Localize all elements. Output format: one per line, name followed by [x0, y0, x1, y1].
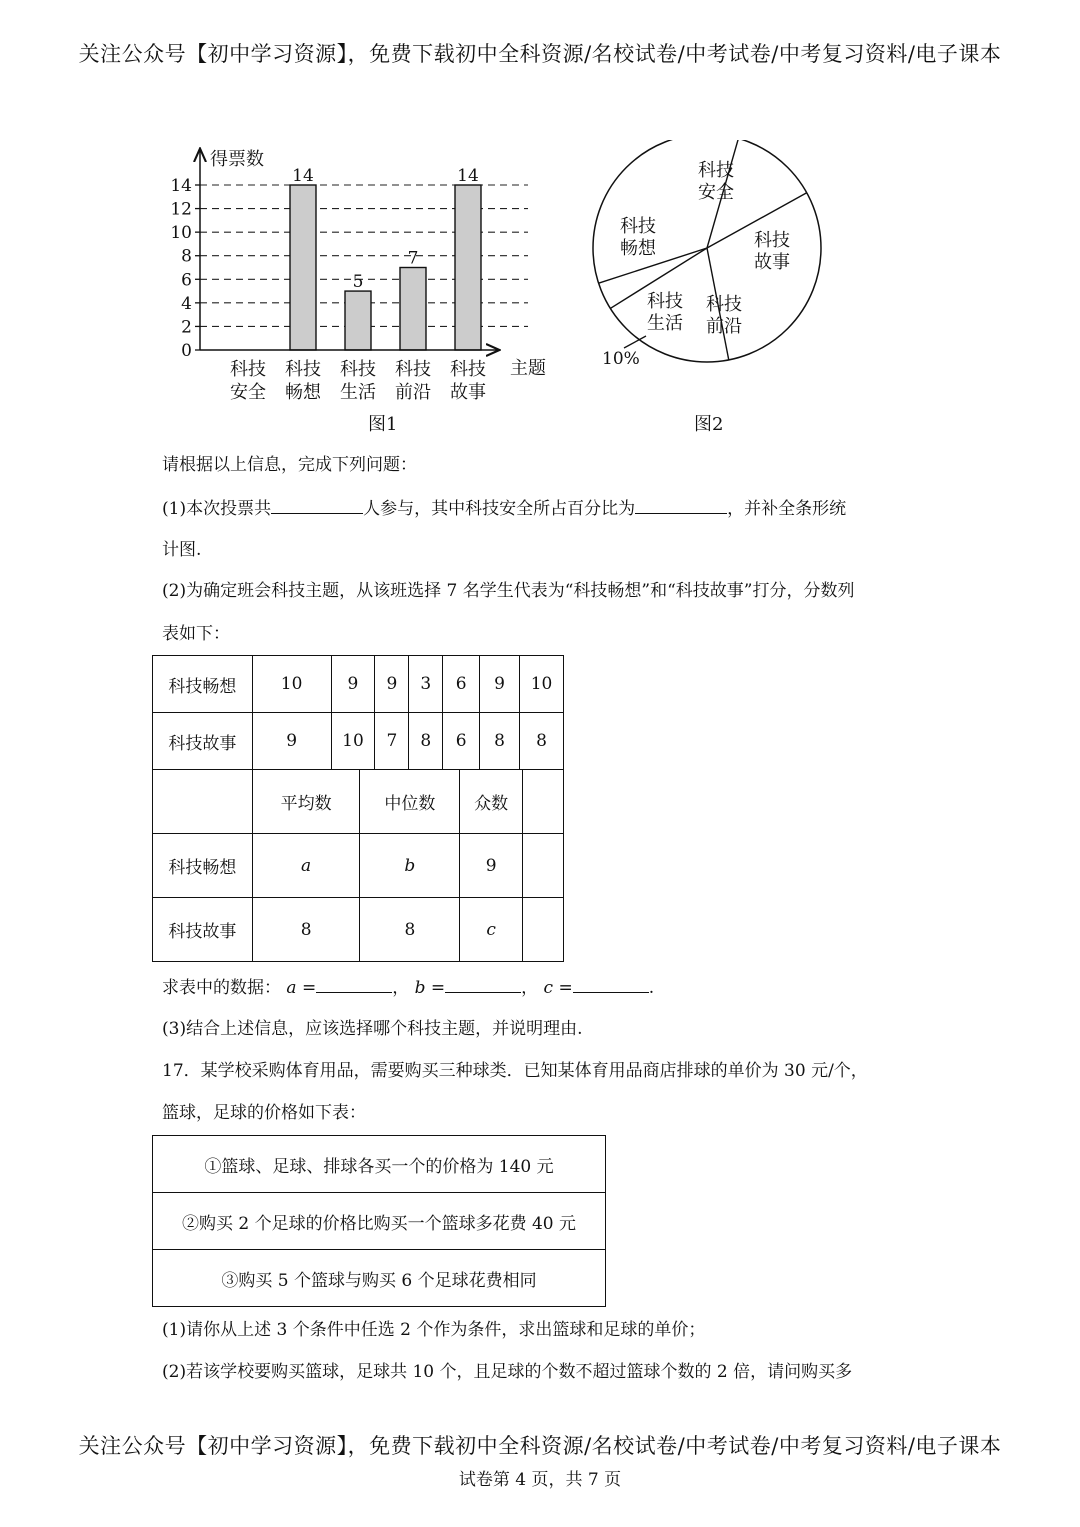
condition-1: ①篮球、足球、排球各买一个的价格为 140 元: [153, 1136, 606, 1193]
x-tick-label: 科技: [450, 359, 486, 380]
stats-row-name: 科技畅想: [153, 834, 253, 898]
y-axis-label: 得票数: [210, 149, 264, 170]
question-1-text-c: ，并补全条形统: [727, 499, 847, 519]
stats-cell: 9: [460, 834, 523, 898]
score-cell: 3: [409, 656, 443, 713]
stats-cell: a: [252, 834, 360, 898]
pie-slice-label: 畅想: [620, 238, 656, 259]
score-cell: 6: [443, 713, 480, 770]
question-1-text-b: 人参与，其中科技安全所占百分比为: [363, 499, 636, 519]
pie-slice-label: 前沿: [706, 316, 742, 337]
score-cell: 8: [409, 713, 443, 770]
x-tick-label: 科技: [340, 359, 376, 380]
score-cell: 9: [252, 713, 331, 770]
y-tick-label: 12: [170, 199, 192, 220]
table-row: [153, 656, 564, 713]
score-cell: 8: [480, 713, 520, 770]
table-row: [153, 1250, 606, 1307]
bar-data-label: 14: [457, 166, 479, 186]
x-tick-label: 科技: [230, 359, 266, 380]
score-cell: 9: [375, 656, 409, 713]
question-3: (3)结合上述信息，应该选择哪个科技主题，并说明理由.: [162, 1019, 583, 1039]
bar: [455, 185, 481, 350]
score-row-name: 科技故事: [153, 713, 253, 770]
pie-slice-label: 科技: [620, 216, 656, 237]
y-tick-label: 14: [170, 176, 192, 196]
score-row-name: 科技畅想: [153, 656, 253, 713]
separator: ，: [392, 978, 410, 998]
pie-slice-label: 科技: [647, 291, 683, 312]
x-axis-label: 主题: [510, 358, 546, 379]
stats-table: [152, 769, 564, 962]
x-tick-label: 故事: [450, 382, 486, 403]
score-cell: 7: [375, 713, 409, 770]
table-row: [153, 713, 564, 770]
problem-17-question-1: (1)请你从上述 3 个条件中任选 2 个作为条件，求出篮球和足球的单价；: [162, 1320, 706, 1340]
separator: ，: [521, 978, 539, 998]
stats-header-cell: [523, 770, 564, 834]
problem-17-line-2: 篮球，足球的价格如下表：: [162, 1103, 366, 1123]
var-c: c =: [543, 978, 573, 998]
ask-values-prefix: 求表中的数据：: [162, 978, 281, 998]
question-2-line-1: (2)为确定班会科技主题，从该班选择 7 名学生代表为“科技畅想”和“科技故事”打分，分数列: [162, 581, 855, 601]
question-1-text-a: (1)本次投票共: [162, 499, 272, 519]
pie-slice-label: 科技: [698, 160, 734, 181]
figure-2-caption: 图2: [694, 414, 724, 435]
conditions-table: [152, 1135, 606, 1307]
footer-banner: 关注公众号【初中学习资源】，免费下载初中全科资源/名校试卷/中考试卷/中考复习资料/电子课本: [78, 1434, 1002, 1458]
table-row: [153, 834, 564, 898]
end-mark: .: [648, 978, 655, 998]
stats-cell: [523, 834, 564, 898]
answer-blank-percent: [635, 497, 727, 514]
answer-blank-total: [271, 497, 363, 514]
score-table: [152, 655, 564, 770]
score-cell: 10: [520, 656, 564, 713]
answer-blank-b: [445, 976, 521, 993]
intro-text: 请根据以上信息，完成下列问题：: [162, 455, 417, 475]
question-1-line-1: [162, 497, 846, 519]
y-tick-label: 10: [170, 223, 192, 244]
pie-slice-label: 科技: [754, 230, 790, 251]
y-tick-label: 4: [181, 293, 192, 314]
figure-1-caption: 图1: [368, 414, 398, 435]
stats-header-cell: 中位数: [360, 770, 460, 834]
stats-cell: c: [460, 898, 523, 962]
pie-slice-label: 生活: [647, 313, 683, 334]
pie-slice-label: 科技: [706, 294, 742, 315]
table-row: [153, 898, 564, 962]
header-banner: 关注公众号【初中学习资源】，免费下载初中全科资源/名校试卷/中考试卷/中考复习资料/电子课本: [78, 42, 1002, 66]
stats-row-name: 科技故事: [153, 898, 253, 962]
bar-data-label: 14: [292, 166, 314, 186]
question-2-line-2: 表如下：: [162, 624, 230, 644]
condition-2: ②购买 2 个足球的价格比购买一个篮球多花费 40 元: [153, 1193, 606, 1250]
bar-data-label: 5: [352, 272, 364, 293]
y-tick-label: 8: [181, 246, 192, 267]
x-tick-label: 生活: [340, 382, 376, 403]
bar: [400, 268, 426, 351]
pie-slice-label: 安全: [698, 182, 734, 203]
answer-blank-a: [316, 976, 392, 993]
score-cell: 9: [331, 656, 375, 713]
y-tick-label: 0: [181, 341, 192, 361]
question-1-line-2: 计图.: [162, 540, 202, 560]
score-cell: 9: [480, 656, 520, 713]
score-cell: 10: [252, 656, 331, 713]
score-cell: 10: [331, 713, 375, 770]
x-tick-label: 安全: [230, 382, 266, 403]
table-row: [153, 1136, 606, 1193]
stats-header-cell: 众数: [460, 770, 523, 834]
stats-cell: 8: [360, 898, 460, 962]
table-row: [153, 1193, 606, 1250]
pie-annotation-label: 10%: [602, 349, 640, 369]
ask-values-line: [162, 976, 654, 998]
stats-header-cell: 平均数: [252, 770, 360, 834]
answer-blank-c: [573, 976, 649, 993]
y-tick-label: 6: [181, 270, 192, 291]
score-cell: 8: [520, 713, 564, 770]
stats-header-cell: [153, 770, 253, 834]
problem-17-question-2: (2)若该学校要购买篮球，足球共 10 个，且足球的个数不超过篮球个数的 2 倍，请问购买多: [162, 1362, 853, 1382]
condition-3: ③购买 5 个篮球与购买 6 个足球花费相同: [153, 1250, 606, 1307]
page-number: 试卷第 4 页，共 7 页: [458, 1470, 622, 1490]
var-a: a =: [286, 978, 317, 998]
stats-cell: [523, 898, 564, 962]
bar-chart: [168, 140, 568, 410]
var-b: b =: [414, 978, 446, 998]
x-tick-label: 前沿: [395, 382, 431, 403]
y-tick-label: 2: [181, 317, 192, 338]
bar-data-label: 7: [407, 248, 419, 269]
table-row: [153, 770, 564, 834]
stats-cell: 8: [252, 898, 360, 962]
x-tick-label: 科技: [285, 359, 321, 380]
stats-cell: b: [360, 834, 460, 898]
x-tick-label: 科技: [395, 359, 431, 380]
bar: [345, 291, 371, 350]
score-cell: 6: [443, 656, 480, 713]
x-tick-label: 畅想: [285, 382, 321, 403]
pie-chart: [580, 140, 840, 380]
bar: [290, 185, 316, 350]
problem-17-line-1: 17．某学校采购体育用品，需要购买三种球类．已知某体育用品商店排球的单价为 30 元/个，: [162, 1061, 868, 1081]
pie-slice-label: 故事: [754, 252, 790, 273]
